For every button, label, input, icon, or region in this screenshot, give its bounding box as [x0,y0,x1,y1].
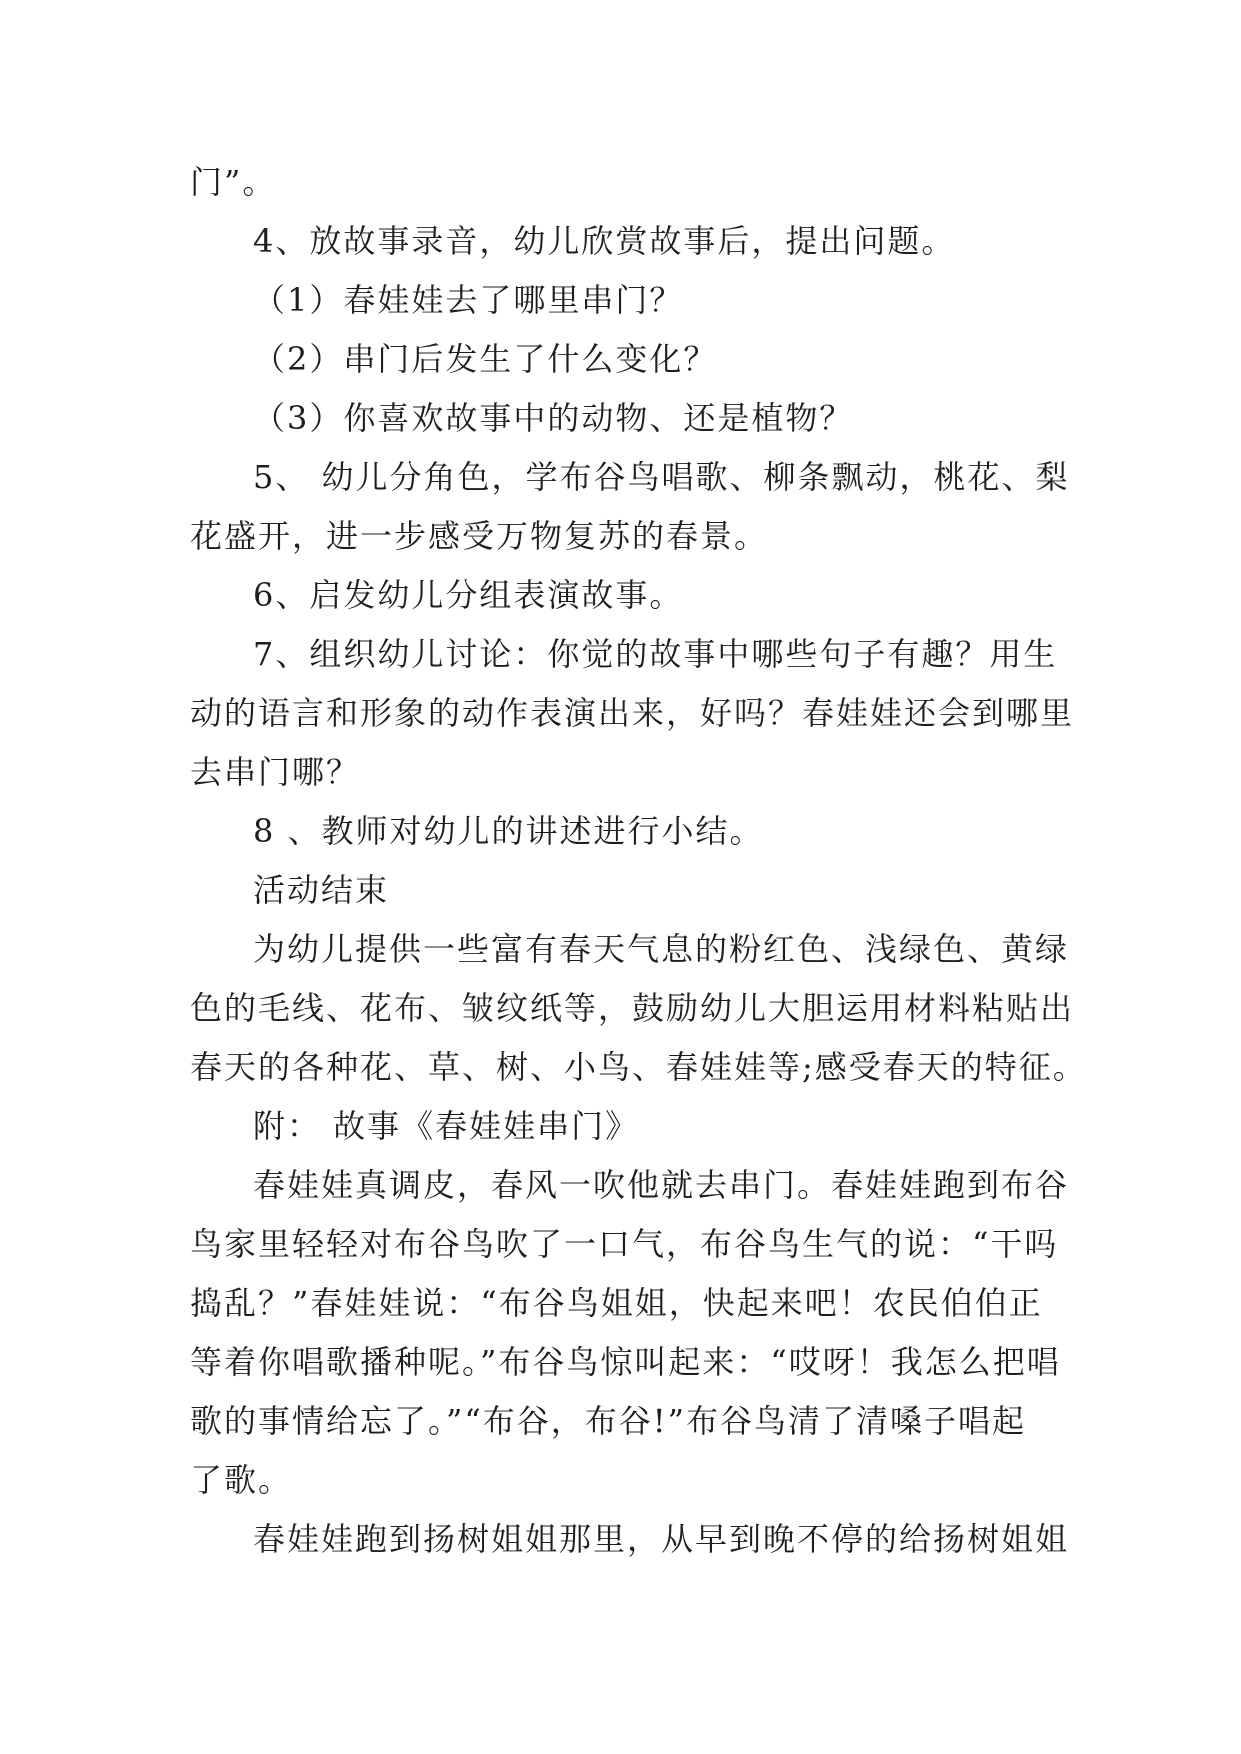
text-line: 春天的各种花、草、树、小鸟、春娃娃等;感受春天的特征。 [190,1048,1087,1086]
text-line: 5、 幼儿分角色，学布谷鸟唱歌、柳条飘动，桃花、梨 [253,458,1070,496]
text-line: 动的语言和形象的动作表演出来，好吗？春娃娃还会到哪里 [190,694,1075,732]
text-line: 去串门哪？ [190,753,361,791]
text-line: 4、放故事录音，幼儿欣赏故事后，提出问题。 [253,222,956,260]
text-line: 门”。 [190,163,277,201]
text-line: 为幼儿提供一些富有春天气息的粉红色、浅绿色、黄绿 [253,930,1070,968]
text-line: 歌的事情给忘了。”“布谷，布谷!”布谷鸟清了清嗓子唱起 [190,1402,1026,1440]
appendix-heading: 附： 故事《春娃娃串门》 [253,1107,640,1145]
text-line: 等着你唱歌播种呢。”布谷鸟惊叫起来：“哎呀！我怎么把唱 [190,1343,1061,1381]
text-line: 色的毛线、花布、皱纹纸等，鼓励幼儿大胆运用材料粘贴出 [190,989,1075,1027]
text-line: 了歌。 [190,1461,293,1499]
text-line: 捣乱？”春娃娃说：“布谷鸟姐姐，快起来吧！农民伯伯正 [190,1284,1043,1322]
text-line: 7、组织幼儿讨论：你觉的故事中哪些句子有趣？用生 [253,635,1058,673]
text-line: 花盛开，进一步感受万物复苏的春景。 [190,517,769,555]
text-line: 春娃娃真调皮，春风一吹他就去串门。春娃娃跑到布谷 [253,1166,1070,1204]
text-line: 春娃娃跑到扬树姐姐那里，从早到晚不停的给扬树姐姐 [253,1520,1070,1558]
text-line: （2）串门后发生了什么变化？ [253,340,718,378]
text-line: 鸟家里轻轻对布谷鸟吹了一口气，布谷鸟生气的说：“干吗 [190,1225,1059,1263]
text-line: （3）你喜欢故事中的动物、还是植物？ [253,399,854,437]
text-line: 6、启发幼儿分组表演故事。 [253,576,684,614]
text-line: （1）春娃娃去了哪里串门？ [253,281,684,319]
text-line: 8 、教师对幼儿的讲述进行小结。 [253,812,764,850]
section-heading: 活动结束 [253,871,390,909]
